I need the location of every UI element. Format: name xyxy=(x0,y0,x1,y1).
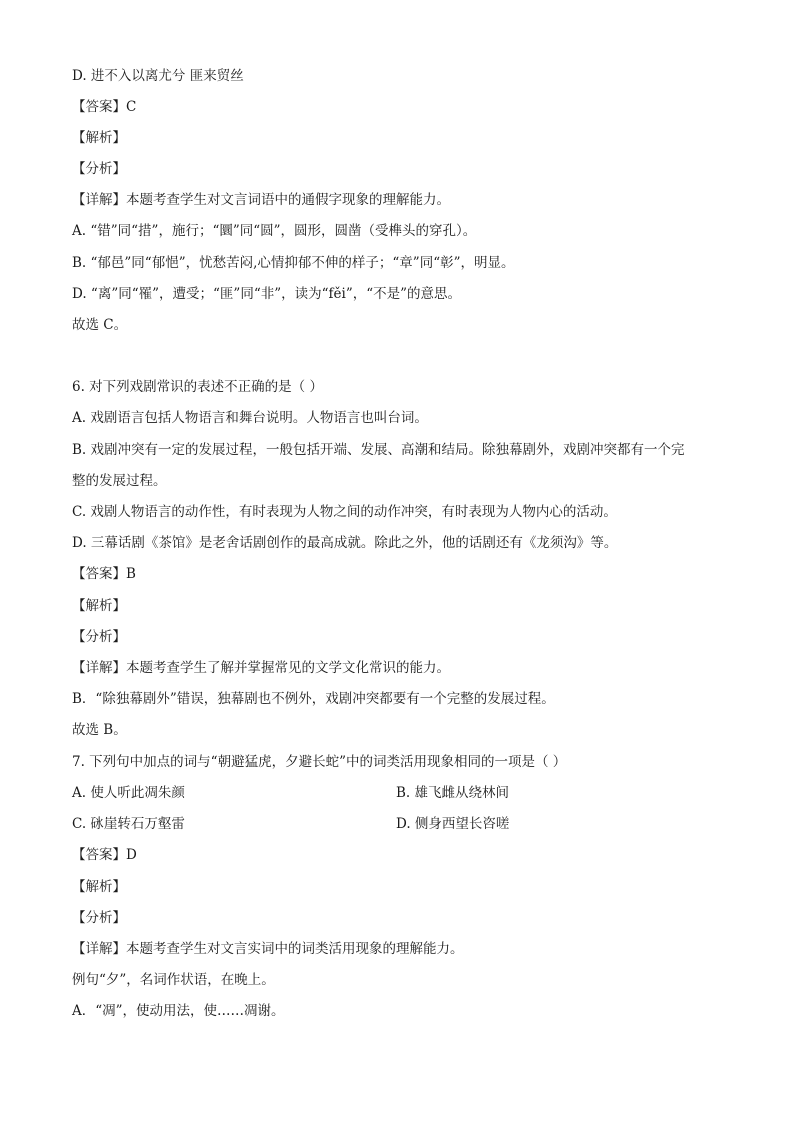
q5-explain-d: D. “离”同“罹”，遭受；“匪”同“非”，读为“fěi”，“不是”的意思。 xyxy=(72,286,462,302)
q5-explain-b: B. “郁邑”同“郁悒”，忧愁苦闷,心情抑郁不伸的样子；“章”同“彰”，明显。 xyxy=(72,255,515,271)
detail-text: 本题考查学生对文言词语中的通假字现象的理解能力。 xyxy=(126,192,450,208)
q7-option-c: C. 砯崖转石万壑雷 xyxy=(72,816,185,832)
answer-value: D xyxy=(126,847,137,863)
q6-conclusion: 故选 B。 xyxy=(72,722,127,738)
answer-tag: 【答案】 xyxy=(72,566,126,582)
q7-explain-a: A．“凋”，使动用法，使……凋谢。 xyxy=(72,1003,285,1019)
detail-tag: 【详解】 xyxy=(72,660,126,676)
q5-fenxi-heading: 【分析】 xyxy=(72,161,126,177)
q6-fenxi-heading: 【分析】 xyxy=(72,629,126,645)
answer-tag: 【答案】 xyxy=(72,847,126,863)
q6-detail xyxy=(72,659,450,677)
answer-tag: 【答案】 xyxy=(72,99,126,115)
q6-option-c: C. 戏剧人物语言的动作性，有时表现为人物之间的动作冲突，有时表现为人物内心的活动。 xyxy=(72,504,617,520)
q7-fenxi-heading: 【分析】 xyxy=(72,910,126,926)
q5-conclusion: 故选 C。 xyxy=(72,317,128,333)
q6-stem: 6. 对下列戏剧常识的表述不正确的是（ ） xyxy=(72,379,323,395)
q6-option-b-line2: 整的发展过程。 xyxy=(72,473,167,489)
q7-example: 例句“夕”，名词作状语，在晚上。 xyxy=(72,972,275,988)
q7-option-a: A. 使人听此凋朱颜 xyxy=(72,785,185,801)
answer-value: C xyxy=(126,99,137,115)
q5-detail xyxy=(72,191,450,209)
q7-analysis-heading: 【解析】 xyxy=(72,879,126,895)
q6-option-a: A. 戏剧语言包括人物语言和舞台说明。人物语言也叫台词。 xyxy=(72,410,428,426)
q7-option-d: D. 侧身西望长咨嗟 xyxy=(396,816,510,832)
q5-explain-a: A. “错”同“措”，施行；“圜”同“圆”，圆形，圆凿（受榫头的穿孔）。 xyxy=(72,223,477,239)
detail-tag: 【详解】 xyxy=(72,192,126,208)
q5-option-d: D. 进不入以离尤兮 匪来贸丝 xyxy=(72,68,244,84)
q5-analysis-heading: 【解析】 xyxy=(72,130,126,146)
q7-answer xyxy=(72,846,137,864)
detail-text: 本题考查学生对文言实词中的词类活用现象的理解能力。 xyxy=(126,941,464,957)
q7-detail xyxy=(72,940,464,958)
q5-answer xyxy=(72,98,136,116)
q7-stem: 7. 下列句中加点的词与“朝避猛虎，夕避长蛇”中的词类活用现象相同的一项是（ ） xyxy=(72,754,567,770)
q6-option-b-line1: B. 戏剧冲突有一定的发展过程，一般包括开端、发展、高潮和结局。除独幕剧外，戏剧冲突都有一个完 xyxy=(72,442,685,458)
detail-text: 本题考查学生了解并掌握常见的文学文化常识的能力。 xyxy=(126,660,450,676)
q6-explain-b: B．“除独幕剧外”错误，独幕剧也不例外，戏剧冲突都要有一个完整的发展过程。 xyxy=(72,691,555,707)
q6-answer xyxy=(72,565,136,583)
q6-analysis-heading: 【解析】 xyxy=(72,598,126,614)
answer-value: B xyxy=(126,566,136,582)
detail-tag: 【详解】 xyxy=(72,941,126,957)
q7-option-b: B. 雄飞雌从绕林间 xyxy=(396,785,510,801)
q6-option-d: D. 三幕话剧《茶馆》是老舍话剧创作的最高成就。除此之外，他的话剧还有《龙须沟》等。 xyxy=(72,535,618,551)
